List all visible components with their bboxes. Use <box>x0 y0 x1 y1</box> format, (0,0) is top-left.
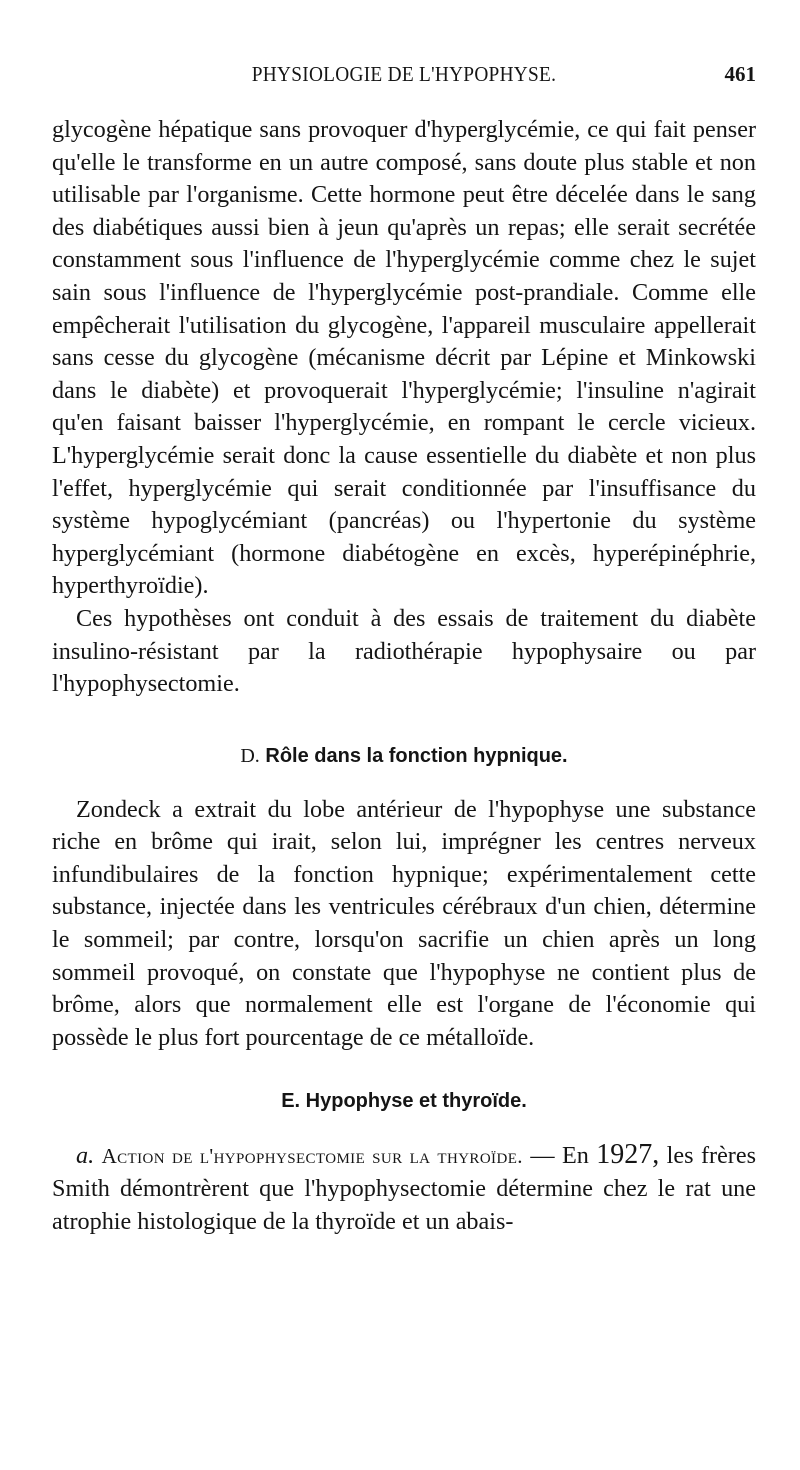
paragraph-hyperglycemia: glycogène hépatique sans provoquer d'hyperglycémie, ce qui fait penser qu'elle le transforme en un autre composé, sans doute plus stable et non utilisable par l'organisme. Cette hormone peut être décelée dans le sang des diabétiques aussi bien à jeun qu'après un repas; elle serait secrétée constamment sous l'influence de l'hyperglycémie comme chez le sujet sain sous l'influence de l'hyperglycémie post-prandiale. Comme elle empêcherait l'utilisation du glycogène, l'appareil musculaire appellerait sans cesse du glycogène (mécanisme décrit par Lépine et Minkowski dans le diabète) et provoquerait l'hyperglycémie; l'insuline n'agirait qu'en faisant baisser l'hyperglycémie, en rompant le cercle vicieux. L'hyperglycémie serait donc la cause essentielle du diabète et non plus l'effet, hyperglycémie qui serait conditionnée par l'insuffisance du système hypoglycémiant (pancréas) ou l'hypertonie du système hyperglycémiant (hormone diabétogène en excès, hyperépinéphrie, hyperthyroïdie). <box>52 116 756 600</box>
book-page <box>52 62 756 1238</box>
paragraph-thyroid <box>52 1139 756 1238</box>
section-heading-d <box>52 745 756 768</box>
paragraph-thyroid-text: les frères Smith démontrèrent que l'hypophysectomie détermine chez le rat une atrophie histologique de la thyroïde et un abais- <box>52 1142 757 1235</box>
paragraph-treatment: Ces hypothèses ont conduit à des essais de traitement du diabète insulino-résistant par la radiothérapie hypophysaire ou par l'hypophysectomie. <box>52 604 756 698</box>
paragraph-zondeck: Zondeck a extrait du lobe antérieur de l'hypophyse une substance riche en brôme qui irait, selon lui, imprégner les centres nerveux infundibulaires de la fonction hypnique; expérimentalement cette substance, injectée dans les ventricules cérébraux d'un chien, détermine le sommeil; par contre, lorsqu'on sacrifie un chien après un long sommeil provoqué, on constate que l'hypophyse ne contient plus de brôme, alors que normalement elle est l'organe de l'économie qui possède le plus fort pourcentage de ce métalloïde. <box>52 795 756 1051</box>
section-title-e: Hypophyse et thyroïde. <box>305 1090 527 1113</box>
subsection-title: Action de l'hypophysectomie sur la thyroïde. <box>101 1144 523 1169</box>
section-letter-d: D. <box>240 744 260 767</box>
subsection-dash: — En <box>522 1142 597 1170</box>
page-number: 461 <box>724 62 756 86</box>
subsection-marker: a. <box>76 1142 95 1170</box>
section-heading-e <box>52 1090 756 1113</box>
section-title-d: Rôle dans la fonction hypnique. <box>265 744 568 767</box>
section-letter-e: E. <box>281 1090 301 1113</box>
subsection-year: 1927, <box>596 1139 660 1171</box>
running-title: PHYSIOLOGIE DE L'HYPOPHYSE. <box>251 62 557 86</box>
running-header <box>52 62 756 102</box>
